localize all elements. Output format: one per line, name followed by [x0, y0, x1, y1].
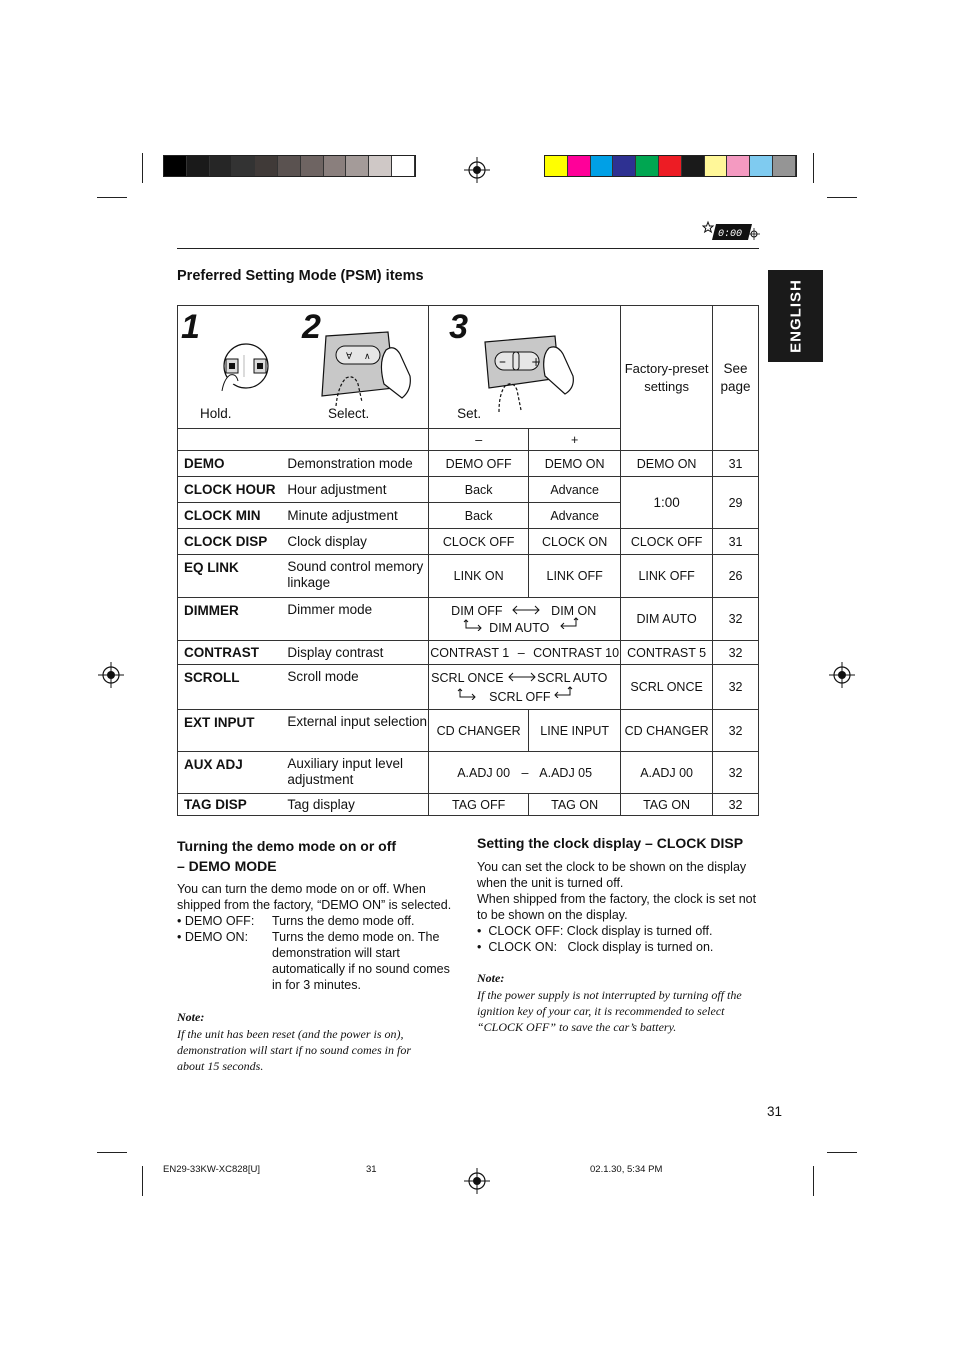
tag-disp-factory: TAG ON	[621, 794, 713, 816]
desc-clock-min: Minute adjustment	[283, 503, 428, 529]
demo-bullet-1-val: Turns the demo mode off.	[272, 914, 415, 928]
color-swatch	[545, 156, 568, 176]
registration-mark-icon	[464, 1168, 490, 1194]
contrast-dash: –	[517, 645, 525, 660]
crop-mark	[827, 197, 857, 198]
color-swatch	[591, 156, 614, 176]
crop-mark	[97, 1152, 127, 1153]
clock-disp-minus: CLOCK OFF	[429, 529, 529, 555]
eq-link-factory: LINK OFF	[621, 555, 713, 598]
color-swatch	[682, 156, 705, 176]
gray-swatch	[210, 156, 233, 176]
gray-swatch	[187, 156, 210, 176]
gray-swatch	[324, 156, 347, 176]
factory-header	[621, 306, 713, 451]
crop-mark	[142, 1166, 143, 1196]
demo-heading-1: Turning the demo mode on or off	[177, 838, 397, 854]
dimmer-cycle-b: DIM ON	[551, 604, 597, 618]
clock-intro-2: When shipped from the factory, the clock is set not to be shown on the display.	[477, 892, 757, 922]
double-arrow-icon	[507, 672, 537, 682]
item-scroll: SCROLL	[178, 665, 284, 710]
crop-mark	[142, 153, 143, 183]
item-aux-adj: AUX ADJ	[178, 752, 284, 794]
item-eq-link: EQ LINK	[178, 555, 284, 598]
clock-bullet-1: • CLOCK OFF: Clock display is turned off.	[477, 924, 713, 938]
language-tab	[768, 270, 823, 362]
color-swatch	[750, 156, 773, 176]
clock-bullet-2: • CLOCK ON: Clock display is turned on.	[477, 940, 714, 954]
desc-dimmer: Dimmer mode	[283, 598, 428, 641]
footer-right: 02.1.30, 5:34 PM	[590, 1164, 663, 1175]
demo-bullet-2-key: • DEMO ON:	[177, 930, 249, 944]
registration-mark-icon	[98, 662, 124, 688]
color-swatch	[727, 156, 750, 176]
color-swatch	[659, 156, 682, 176]
steps-1-2-cell	[178, 306, 429, 429]
select-label: Select.	[328, 406, 370, 421]
return-arrow-icon	[463, 619, 483, 631]
ext-input-page: 32	[713, 710, 759, 752]
hold-label: Hold.	[200, 406, 232, 421]
clock-disp-page: 31	[713, 529, 759, 555]
eq-link-minus: LINK ON	[429, 555, 529, 598]
gray-swatch	[346, 156, 369, 176]
minus-header: –	[429, 429, 529, 451]
tag-disp-plus: TAG ON	[529, 794, 621, 816]
crop-mark	[827, 1152, 857, 1153]
scroll-cycle-c: SCRL OFF	[489, 690, 551, 704]
gray-swatch	[369, 156, 392, 176]
clock-hour-minus: Back	[429, 477, 529, 503]
dimmer-cycle	[429, 598, 621, 641]
tag-disp-minus: TAG OFF	[429, 794, 529, 816]
step-3-cell	[429, 306, 621, 429]
scroll-page: 32	[713, 665, 759, 710]
svg-text:∀: ∀	[346, 352, 353, 362]
clock-disp-factory: CLOCK OFF	[621, 529, 713, 555]
scroll-cycle-a: SCRL ONCE	[431, 671, 504, 685]
aux-adj-factory: A.ADJ 00	[621, 752, 713, 794]
contrast-page: 32	[713, 641, 759, 665]
demo-intro: You can turn the demo mode on or off. When shipped from the factory, “DEMO ON” is selected.	[177, 882, 452, 912]
footer-center: 31	[366, 1164, 377, 1175]
desc-scroll: Scroll mode	[283, 665, 428, 710]
demo-factory: DEMO ON	[621, 451, 713, 477]
demo-note-heading: Note:	[177, 1010, 205, 1024]
desc-aux-adj: Auxiliary input level adjustment	[283, 752, 428, 794]
aux-adj-to: A.ADJ 05	[539, 765, 593, 780]
desc-tag-disp: Tag display	[283, 794, 428, 816]
ext-input-factory: CD CHANGER	[621, 710, 713, 752]
dimmer-factory: DIM AUTO	[621, 598, 713, 641]
clock-heading: Setting the clock display – CLOCK DISP	[477, 835, 744, 851]
aux-adj-from: A.ADJ 00	[457, 765, 511, 780]
return-arrow-icon	[553, 686, 573, 698]
contrast-from: CONTRAST 1	[430, 645, 510, 660]
demo-page: 31	[713, 451, 759, 477]
color-swatch	[636, 156, 659, 176]
dimmer-page: 32	[713, 598, 759, 641]
header-spacer	[178, 429, 429, 451]
see-page-header	[713, 306, 759, 451]
registration-mark-icon	[464, 157, 490, 183]
gray-swatch	[255, 156, 278, 176]
registration-mark-icon	[829, 662, 855, 688]
item-contrast: CONTRAST	[178, 641, 284, 665]
clock-disp-plus: CLOCK ON	[529, 529, 621, 555]
gray-swatch	[164, 156, 187, 176]
set-label: Set.	[457, 406, 482, 421]
set-button-illustration	[479, 332, 589, 414]
color-swatch	[773, 156, 796, 176]
item-demo: DEMO	[178, 451, 284, 477]
crop-mark	[813, 1166, 814, 1196]
item-tag-disp: TAG DISP	[178, 794, 284, 816]
color-swatch	[613, 156, 636, 176]
demo-minus: DEMO OFF	[429, 451, 529, 477]
svg-text:∧: ∧	[364, 352, 371, 362]
hold-button-illustration	[216, 341, 276, 391]
plus-header: +	[529, 429, 621, 451]
aux-adj-range	[429, 752, 621, 794]
aux-adj-page: 32	[713, 752, 759, 794]
svg-text:0:00: 0:00	[717, 229, 743, 240]
ext-input-minus: CD CHANGER	[429, 710, 529, 752]
gray-swatch	[278, 156, 301, 176]
double-arrow-icon	[511, 605, 541, 615]
contrast-to: CONTRAST 10	[533, 645, 620, 660]
ext-input-plus: LINE INPUT	[529, 710, 621, 752]
clock-min-minus: Back	[429, 503, 529, 529]
demo-plus: DEMO ON	[529, 451, 621, 477]
item-ext-input: EXT INPUT	[178, 710, 284, 752]
item-clock-disp: CLOCK DISP	[178, 529, 284, 555]
clock-min-plus: Advance	[529, 503, 621, 529]
desc-demo: Demonstration mode	[283, 451, 428, 477]
gray-swatch	[392, 156, 415, 176]
see-page-header-label: See page	[720, 361, 751, 394]
clock-hour-plus: Advance	[529, 477, 621, 503]
language-tab-label: ENGLISH	[787, 279, 804, 353]
dimmer-cycle-c: DIM AUTO	[489, 621, 550, 635]
crop-mark	[813, 153, 814, 183]
color-calibration-bar	[544, 155, 797, 177]
item-clock-hour: CLOCK HOUR	[178, 477, 284, 503]
grayscale-calibration-bar	[163, 155, 416, 177]
header-rule	[177, 248, 759, 249]
return-arrow-icon	[559, 617, 579, 629]
demo-heading-2: – DEMO MODE	[177, 858, 277, 874]
svg-text:+: +	[531, 355, 542, 369]
crop-mark	[97, 197, 127, 198]
clock-display-icon	[702, 220, 760, 242]
eq-link-page: 26	[713, 555, 759, 598]
tag-disp-page: 32	[713, 794, 759, 816]
desc-contrast: Display contrast	[283, 641, 428, 665]
desc-clock-hour: Hour adjustment	[283, 477, 428, 503]
desc-eq-link: Sound control memory linkage	[283, 555, 428, 598]
clock-page: 29	[713, 477, 759, 529]
gray-swatch	[232, 156, 255, 176]
page-number: 31	[767, 1104, 783, 1119]
color-swatch	[705, 156, 728, 176]
psm-table	[177, 305, 759, 816]
color-swatch	[568, 156, 591, 176]
item-clock-min: CLOCK MIN	[178, 503, 284, 529]
clock-note-heading: Note:	[477, 971, 505, 985]
desc-ext-input: External input selection	[283, 710, 428, 752]
clock-intro-1: You can set the clock to be shown on the display when the unit is turned off.	[477, 860, 747, 890]
demo-note-text: If the unit has been reset (and the power is on), demonstration will start if no sound comes in for about 15 seconds.	[177, 1027, 412, 1073]
footer-left: EN29-33KW-XC828[U]	[163, 1164, 260, 1175]
return-arrow-icon	[457, 688, 477, 700]
factory-header-label: Factory-preset settings	[624, 361, 709, 394]
select-button-illustration	[318, 328, 426, 408]
aux-adj-dash: –	[521, 765, 529, 780]
contrast-factory: CONTRAST 5	[621, 641, 713, 665]
gray-swatch	[301, 156, 324, 176]
clock-factory: 1:00	[621, 477, 713, 529]
demo-bullet-1-key: • DEMO OFF:	[177, 914, 255, 928]
step-1-number: 1	[181, 308, 200, 346]
clock-note-text: If the power supply is not interrupted by turning off the ignition key of your car, it is recommended to select “CLOCK OFF” to save the car’s battery.	[477, 988, 742, 1034]
step-2-number: 2	[302, 308, 321, 346]
demo-bullet-2-val: Turns the demo mode on. The demonstration will start automatically if no sound comes in for 3 minutes.	[272, 930, 450, 992]
scroll-cycle-b: SCRL AUTO	[537, 671, 608, 685]
contrast-range	[429, 641, 621, 665]
scroll-cycle	[429, 665, 621, 710]
scroll-factory: SCRL ONCE	[621, 665, 713, 710]
eq-link-plus: LINK OFF	[529, 555, 621, 598]
item-dimmer: DIMMER	[178, 598, 284, 641]
page-title: Preferred Setting Mode (PSM) items	[177, 268, 424, 284]
svg-text:–: –	[499, 354, 507, 370]
step-3-number: 3	[449, 308, 469, 346]
desc-clock-disp: Clock display	[283, 529, 428, 555]
dimmer-cycle-a: DIM OFF	[451, 604, 503, 618]
